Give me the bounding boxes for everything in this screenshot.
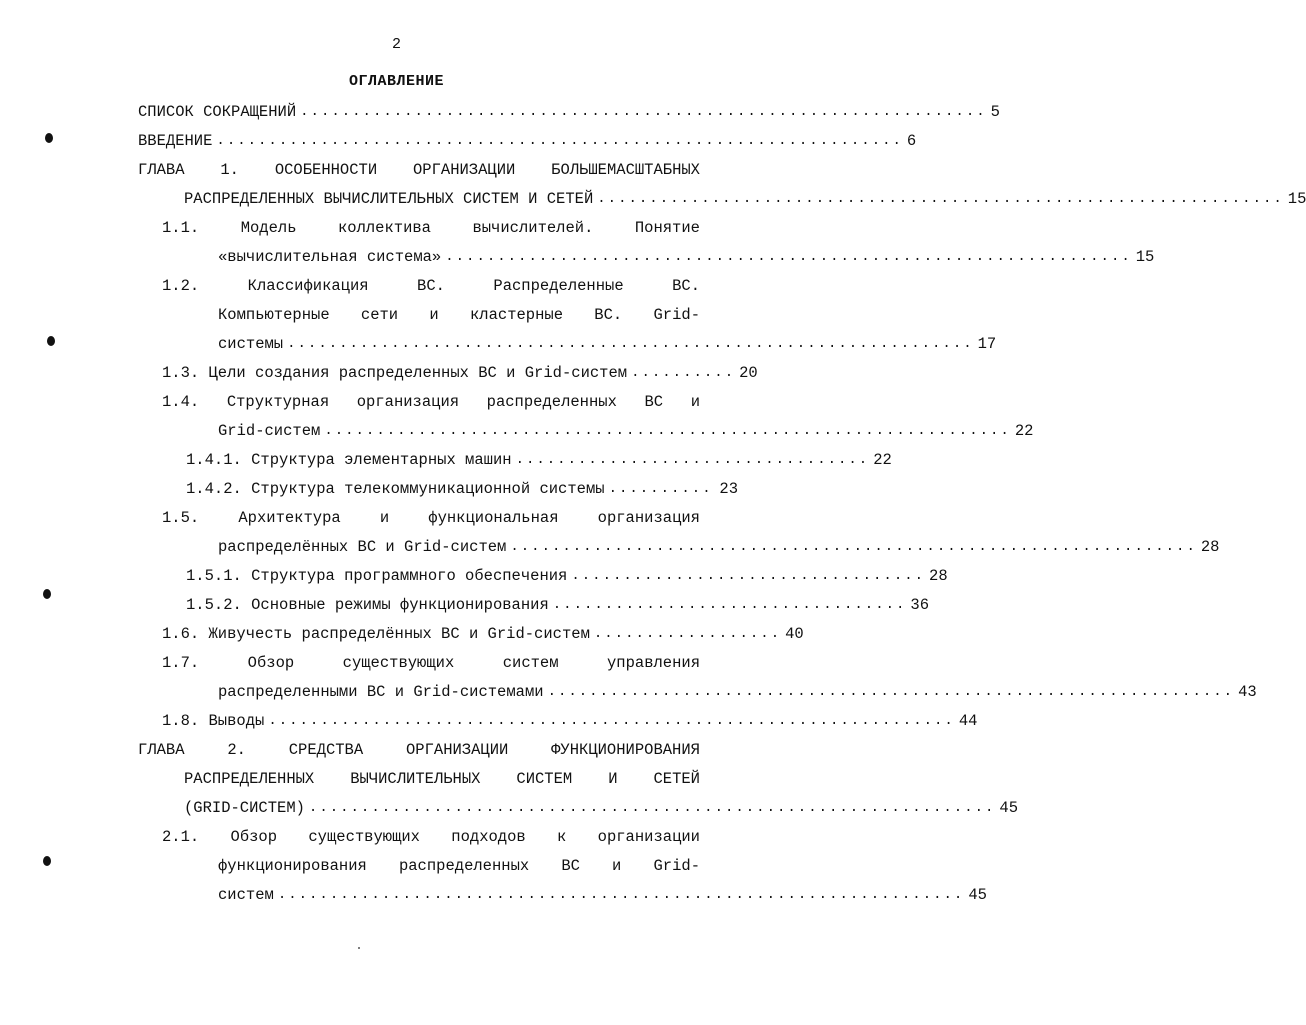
toc-page-number: 44 [958, 712, 978, 730]
toc-section-1-5-2[interactable] [186, 594, 930, 616]
toc-entry-label: 1.5.2. Основные режимы функционирования [186, 596, 549, 614]
toc-word: ВС. [594, 306, 623, 324]
toc-word: Модель [240, 219, 297, 237]
toc-word: Grid- [653, 857, 700, 875]
toc-word: ВЫЧИСЛИТЕЛЬНЫХ [350, 770, 481, 788]
toc-chapter-2-line-3[interactable] [184, 797, 1019, 819]
toc-section-1-1-line-2[interactable] [218, 246, 1155, 268]
toc-leader-dots: .................................. [571, 568, 926, 584]
toc-page-number: 17 [977, 335, 997, 353]
toc-word: Обзор [247, 654, 295, 672]
toc-leader-dots: .................................................................. [277, 887, 965, 903]
toc-word: ВС. [672, 277, 700, 295]
toc-word: и [690, 393, 700, 411]
toc-word: ОСОБЕННОСТИ [274, 161, 378, 179]
toc-word: организация [356, 393, 460, 411]
toc-word: 1.1. [162, 219, 200, 237]
toc-section-1-5-1[interactable] [186, 565, 948, 587]
binding-hole-mark [43, 589, 51, 599]
toc-word: ГЛАВА [138, 161, 185, 179]
toc-word: к [557, 828, 567, 846]
toc-page-number: 36 [910, 596, 930, 614]
toc-word: БОЛЬШЕМАСШТАБНЫХ [551, 161, 700, 179]
toc-word: ВС. [417, 277, 445, 295]
toc-leader-dots: .................................................................. [300, 104, 987, 120]
toc-section-1-4-1[interactable] [186, 449, 892, 471]
toc-entry-label: 1.6. Живучесть распределённых ВС и Grid-систем [162, 625, 590, 643]
toc-page-number: 15 [1135, 248, 1155, 266]
binding-hole-mark [43, 856, 51, 866]
binding-hole-mark [47, 336, 55, 346]
toc-leader-dots: .................................................................. [597, 191, 1284, 207]
toc-word: распределенных [398, 857, 530, 875]
toc-page-number: 43 [1238, 683, 1257, 701]
toc-word: Классификация [247, 277, 369, 295]
toc-word: Структурная [226, 393, 330, 411]
toc-word: СИСТЕМ [516, 770, 573, 788]
toc-word: вычислителей. [472, 219, 594, 237]
toc-word: подходов [451, 828, 526, 846]
toc-section-1-4-line-1[interactable] [162, 391, 700, 413]
toc-word: ВС [561, 857, 580, 875]
toc-entry-label: ВВЕДЕНИЕ [138, 132, 213, 150]
scan-speck [358, 947, 360, 949]
toc-word: Grid- [653, 306, 700, 324]
toc-leader-dots: .......... [631, 365, 736, 381]
toc-section-1-5-line-2[interactable] [218, 536, 1220, 558]
toc-leader-dots: .................................. [552, 597, 907, 613]
toc-entry-label: 1.8. Выводы [162, 712, 265, 730]
toc-leader-dots: .................................. [515, 452, 870, 468]
toc-word: функционирования [218, 857, 367, 875]
toc-chapter-2-line-2[interactable] [184, 768, 700, 790]
toc-entry-label: (GRID-СИСТЕМ) [184, 799, 305, 817]
toc-word: организации [597, 828, 700, 846]
toc-word: и [612, 857, 622, 875]
toc-word: Обзор [230, 828, 278, 846]
toc-entry-label: 1.3. Цели создания распределенных ВС и Grid-систем [162, 364, 628, 382]
toc-entry-introduction[interactable] [138, 130, 917, 152]
toc-word: СРЕДСТВА [288, 741, 364, 759]
toc-entry-label: систем [218, 886, 274, 904]
toc-section-1-4-line-2[interactable] [218, 420, 1034, 442]
toc-word: сети [360, 306, 399, 324]
toc-word: 1. [220, 161, 239, 179]
toc-word: 1.2. [162, 277, 200, 295]
toc-word: коллектива [337, 219, 431, 237]
toc-title: ОГЛАВЛЕНИЕ [348, 73, 444, 90]
toc-leader-dots: .................................................................. [510, 539, 1197, 555]
toc-entry-label: СПИСОК СОКРАЩЕНИЙ [138, 103, 297, 121]
toc-leader-dots: .................................................................. [547, 684, 1235, 700]
toc-word: 2.1. [162, 828, 200, 846]
toc-section-1-2-line-1[interactable] [162, 275, 700, 297]
toc-word: ФУНКЦИОНИРОВАНИЯ [551, 741, 700, 759]
toc-page-number: 22 [1014, 422, 1034, 440]
toc-section-2-1-line-1[interactable] [162, 826, 700, 848]
toc-word: управления [606, 654, 700, 672]
toc-word: 1.5. [162, 509, 200, 527]
toc-page-number: 40 [785, 625, 804, 643]
toc-page-number: 28 [929, 567, 948, 585]
toc-section-1-3[interactable] [162, 362, 758, 384]
toc-entry-label: 1.4.2. Структура телекоммуникационной системы [186, 480, 605, 498]
toc-word: кластерные [470, 306, 564, 324]
toc-section-1-2-line-3[interactable] [218, 333, 997, 355]
toc-word: Распределенные [493, 277, 624, 295]
toc-page-number: 5 [990, 103, 1000, 121]
toc-leader-dots: .................................................................. [268, 713, 955, 729]
toc-leader-dots: .................................................................. [445, 249, 1132, 265]
toc-chapter-1-line-1[interactable] [138, 159, 700, 181]
toc-section-2-1-line-3[interactable] [218, 884, 987, 906]
toc-word: 1.7. [162, 654, 200, 672]
toc-entry-abbreviations[interactable] [138, 101, 1000, 123]
toc-word: ГЛАВА [138, 741, 185, 759]
toc-word: и [379, 509, 390, 527]
toc-word: Компьютерные [218, 306, 330, 324]
toc-word: ОРГАНИЗАЦИИ [412, 161, 516, 179]
toc-leader-dots: .................................................................. [287, 336, 974, 352]
toc-word: существующих [308, 828, 420, 846]
toc-word: ВС [644, 393, 664, 411]
toc-entry-label: 1.4.1. Структура элементарных машин [186, 451, 512, 469]
toc-word: РАСПРЕДЕЛЕННЫХ [184, 770, 315, 788]
page-number: 2 [391, 36, 401, 53]
toc-word: 2. [227, 741, 246, 759]
toc-word: 1.4. [162, 393, 200, 411]
toc-leader-dots: .................................................................. [308, 800, 996, 816]
toc-chapter-2-line-1[interactable] [138, 739, 700, 761]
toc-entry-label: распределенными ВС и Grid-системами [218, 683, 544, 701]
toc-word: Архитектура [238, 509, 341, 527]
toc-page-number: 22 [873, 451, 892, 469]
toc-section-2-1-line-2[interactable] [218, 855, 700, 877]
toc-section-1-7-line-2[interactable] [218, 681, 1257, 703]
toc-word: Понятие [634, 219, 700, 237]
toc-section-1-4-2[interactable] [186, 478, 738, 500]
toc-section-1-8[interactable] [162, 710, 978, 732]
toc-leader-dots: .................. [593, 626, 782, 642]
toc-word: И [608, 770, 618, 788]
toc-section-1-6[interactable] [162, 623, 804, 645]
toc-page-number: 23 [719, 480, 738, 498]
toc-word: СЕТЕЙ [653, 770, 700, 788]
toc-page-number: 15 [1287, 190, 1306, 208]
toc-entry-label: системы [218, 335, 284, 353]
toc-entry-label: распределённых ВС и Grid-систем [218, 538, 507, 556]
toc-entry-label: 1.5.1. Структура программного обеспечения [186, 567, 568, 585]
toc-leader-dots: .................................................................. [216, 133, 903, 149]
toc-section-1-2-line-2[interactable] [218, 304, 700, 326]
toc-word: распределенных [486, 393, 617, 411]
toc-entry-label: Grid-систем [218, 422, 321, 440]
toc-word: организация [597, 509, 700, 527]
toc-leader-dots: .................................................................. [324, 423, 1011, 439]
toc-page-number: 45 [968, 886, 987, 904]
toc-page-number: 6 [906, 132, 917, 150]
toc-word: и [429, 306, 439, 324]
toc-page-number: 28 [1200, 538, 1220, 556]
toc-section-1-1-line-1[interactable] [162, 217, 700, 239]
toc-entry-label: «вычислительная система» [218, 248, 442, 266]
toc-section-1-5-line-1[interactable] [162, 507, 700, 529]
toc-word: ОРГАНИЗАЦИИ [405, 741, 509, 759]
toc-word: систем [502, 654, 559, 672]
toc-page-number: 45 [999, 799, 1019, 817]
binding-hole-mark [45, 133, 53, 143]
toc-word: существующих [342, 654, 455, 672]
toc-word: функциональная [428, 509, 559, 527]
toc-page-number: 20 [739, 364, 758, 382]
toc-leader-dots: .......... [608, 481, 713, 497]
toc-entry-label: РАСПРЕДЕЛЕННЫХ ВЫЧИСЛИТЕЛЬНЫХ СИСТЕМ И СЕТЕЙ [184, 190, 594, 208]
toc-chapter-1-line-2[interactable] [184, 188, 1306, 210]
toc-section-1-7-line-1[interactable] [162, 652, 700, 674]
